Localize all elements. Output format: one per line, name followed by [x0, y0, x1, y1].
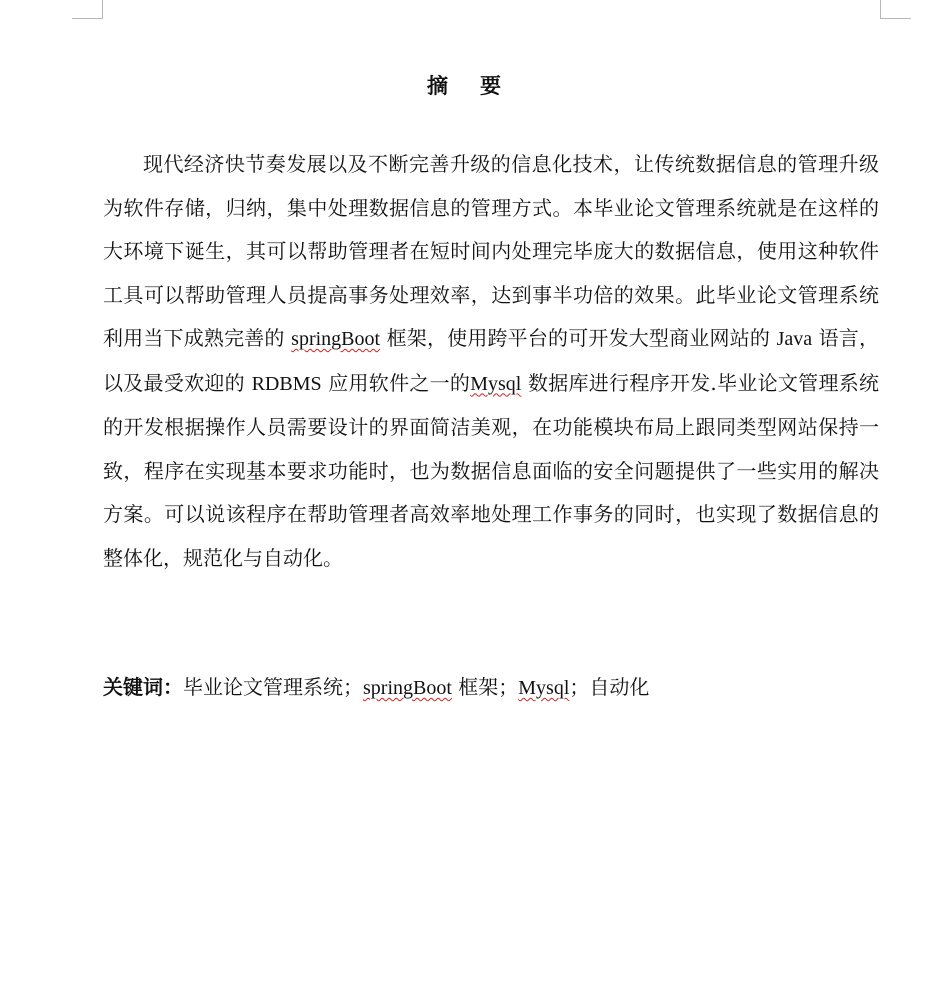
abstract-title-char-1: 摘	[427, 73, 448, 98]
term-mysql: Mysql	[470, 372, 522, 395]
keyword-3-term: Mysql	[518, 677, 570, 699]
abstract-body	[103, 143, 879, 580]
abstract-text-part-2: 框架，使用跨平台的可开发大型商业网站的	[380, 326, 777, 350]
keywords-label: 关键词：	[103, 675, 183, 699]
abstract-text-part-3: 语言， 以及最受欢迎的	[103, 326, 880, 395]
abstract-title	[0, 70, 928, 100]
term-rdbms: RDBMS	[251, 372, 322, 395]
abstract-text-part-4: 应用软件之一的	[321, 370, 471, 395]
page-corner-mark-top-left	[72, 0, 103, 19]
term-springboot: springBoot	[291, 328, 381, 350]
keyword-2-term: springBoot	[363, 677, 452, 699]
abstract-text-part-1: 现代经济快节奏发展以及不断完善升级的信息化技术，让传统数据信息的管理升级为软件存储，归纳，集中处理数据信息的管理方式。本毕业论文管理系统就是在这样的大环境下诞生，其可以帮助管理者在短时间内处理完毕庞大的数据信息，使用这种软件工具可以帮助管理人员提高事务处理效率，达到事半功倍的效果。此毕业论文管理系统利用当下成熟完善的	[103, 152, 879, 350]
keyword-1: 毕业论文管理系统；	[183, 675, 363, 699]
keyword-2-rest: 框架；	[451, 675, 519, 699]
abstract-text-part-5: 数据库进行程序开发.毕业论文管理系统的开发根据操作人员需要设计的界面简洁美观，在功能模块布局上跟同类型网站保持一致，程序在实现基本要求功能时，也为数据信息面临的安全问题提供了一些实用的解决方案。可以说该程序在帮助管理者高效率地处理工作事务的同时，也实现了数据信息的整体化，规范化与自动化。	[103, 370, 880, 570]
keyword-4: 自动化	[589, 675, 650, 699]
page-corner-mark-top-right	[880, 0, 911, 19]
term-java: Java	[776, 328, 813, 350]
keyword-3-separator: ；	[569, 675, 590, 699]
keywords-line	[103, 667, 879, 708]
abstract-title-char-2: 要	[480, 73, 501, 98]
